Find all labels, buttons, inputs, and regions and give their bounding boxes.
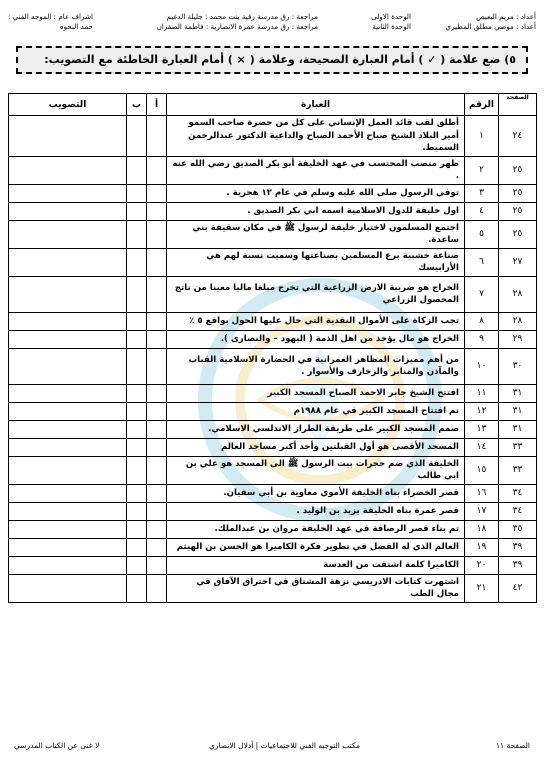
table-row [9, 438, 537, 456]
answer-b-cell[interactable] [127, 248, 147, 276]
answer-a-cell[interactable] [147, 502, 167, 520]
answer-b-cell[interactable] [127, 574, 147, 602]
row-number: ٢١ [465, 574, 499, 602]
row-number: ٩ [465, 330, 499, 348]
answer-a-cell[interactable] [147, 248, 167, 276]
answer-a-cell[interactable] [147, 384, 167, 402]
table-row [9, 520, 537, 538]
row-page: ٢٧ [499, 248, 537, 276]
review-1: مراجعة : رق مدرسة رقية بنت محمد : جليلة الدغيم [166, 12, 318, 21]
answer-a-cell[interactable] [147, 420, 167, 438]
row-statement: اول خليفة للدول الاسلامية اسمه ابي بكر الصديق . [167, 202, 465, 220]
correction-cell[interactable] [9, 556, 127, 574]
answer-b-cell[interactable] [127, 520, 147, 538]
footer-page: الصفحة ١١ [496, 741, 530, 750]
row-number: ٥ [465, 220, 499, 248]
footer-school-book: لا غنى عن الكتاب المدرسي [14, 741, 100, 750]
table-row [9, 156, 537, 184]
correction-cell[interactable] [9, 116, 127, 157]
row-page: ٣٤ [499, 484, 537, 502]
table-row [9, 574, 537, 602]
table-row [9, 220, 537, 248]
answer-b-cell[interactable] [127, 202, 147, 220]
correction-cell[interactable] [9, 438, 127, 456]
correction-cell[interactable] [9, 220, 127, 248]
table-row [9, 330, 537, 348]
answer-a-cell[interactable] [147, 348, 167, 384]
answer-a-cell[interactable] [147, 330, 167, 348]
row-number: ٧ [465, 276, 499, 312]
row-statement: أطلق لقب قائد العمل الإنساني على كل من حضرة صاحب السمو أمير البلاد الشيخ صباح الأحمد الصباح والداعية الدكتور عبدالرحمن السميط. [167, 116, 465, 157]
row-statement: تم افتتاح المسجد الكبير في عام ١٩٨٨م [167, 402, 465, 420]
header-statement: العبارة [167, 94, 465, 116]
row-statement: الخراج هو ضريبة الارض الزراعية التي تخرج مبلغا ماليا معينا من ناتج المحصول الزراعي [167, 276, 465, 312]
correction-cell[interactable] [9, 202, 127, 220]
table-row [9, 184, 537, 202]
answer-a-cell[interactable] [147, 116, 167, 157]
reviewers [157, 12, 318, 32]
answer-b-cell[interactable] [127, 456, 147, 484]
row-statement: العالم الذي له الفضل في تطوير فكرة الكاميرا هو الحسن بن الهيثم [167, 538, 465, 556]
page-header [8, 12, 536, 34]
row-statement: قصر الخضراء بناه الخليفة الأموي معاوية بن أبي سفيان. [167, 484, 465, 502]
correction-cell[interactable] [9, 538, 127, 556]
row-number: ٢ [465, 156, 499, 184]
correction-cell[interactable] [9, 184, 127, 202]
unit-2: الوحدة الثانية [372, 22, 411, 31]
row-page: ٣١ [499, 402, 537, 420]
row-statement: تم بناء قصر الرصافة في عهد الخليفة مروان بن عبدالملك. [167, 520, 465, 538]
table-row [9, 202, 537, 220]
row-page: ٢٥ [499, 184, 537, 202]
row-page: ٣٣ [499, 456, 537, 484]
answer-b-cell[interactable] [127, 156, 147, 184]
table-row [9, 348, 537, 384]
supervisor-name: حمد البحوه [59, 22, 93, 31]
answer-a-cell[interactable] [147, 556, 167, 574]
answer-a-cell[interactable] [147, 312, 167, 330]
correction-cell[interactable] [9, 248, 127, 276]
header-a: أ [147, 94, 167, 116]
row-page: ٢٨ [499, 276, 537, 312]
answer-b-cell[interactable] [127, 220, 147, 248]
table-row [9, 502, 537, 520]
row-statement: الكاميرا كلمة اشتقت من العدسة [167, 556, 465, 574]
answer-b-cell[interactable] [127, 402, 147, 420]
row-page: ٢٥ [499, 202, 537, 220]
header-correction: التصويب [9, 94, 127, 116]
table-row [9, 116, 537, 157]
answer-b-cell[interactable] [127, 276, 147, 312]
correction-cell[interactable] [9, 330, 127, 348]
preparers [445, 12, 536, 32]
row-page: ٣١ [499, 420, 537, 438]
row-page: ٣٤ [499, 502, 537, 520]
row-page: ٣١ [499, 384, 537, 402]
answer-a-cell[interactable] [147, 184, 167, 202]
answer-b-cell[interactable] [127, 116, 147, 157]
answer-b-cell[interactable] [127, 384, 147, 402]
answer-a-cell[interactable] [147, 574, 167, 602]
table-row [9, 420, 537, 438]
row-statement: الخليفة الذي ضم حجرات بيت الرسول ﷺ الى المسجد هو علي بن ابي طالب [167, 456, 465, 484]
row-number: ١ [465, 116, 499, 157]
row-number: ١٤ [465, 438, 499, 456]
row-number: ١٥ [465, 456, 499, 484]
row-statement: صمم المسجد الكبير على طريقة الطراز الاندلسي الاسلامي. [167, 420, 465, 438]
table-row [9, 312, 537, 330]
question-box [16, 46, 528, 74]
review-2: مراجعة : رق مدرسة عمرة الانصارية : فاطمة الصفران [156, 22, 318, 31]
row-page: ٢٩ [499, 330, 537, 348]
answer-b-cell[interactable] [127, 438, 147, 456]
row-statement: ظهر منصب المحتسب في عهد الخليفة أبو بكر الصديق رضي الله عنه . [167, 156, 465, 184]
preparer-1: أعداد : مريم البعيص [476, 12, 536, 21]
unit-1: الوحدة الاولى [371, 12, 411, 21]
row-number: ١٨ [465, 520, 499, 538]
table-row [9, 402, 537, 420]
answer-b-cell[interactable] [127, 538, 147, 556]
row-statement: صناعة خشبية برع المسلمين بصناعتها وسميت نسبة لهم هي الأرابيسك [167, 248, 465, 276]
row-number: ٨ [465, 312, 499, 330]
answer-a-cell[interactable] [147, 520, 167, 538]
row-number: ١٢ [465, 402, 499, 420]
preparer-2: أعداد : موضي مطلق المطيري [445, 22, 536, 31]
row-statement: تجب الزكاة على الأموال النقدية التي حال عليها الحول بواقع ٥ ٪ [167, 312, 465, 330]
footer-office: مكتب التوجيه الفني للاجتماعيات | أدلال الانصاري [209, 741, 360, 750]
row-number: ٤ [465, 202, 499, 220]
table-row [9, 556, 537, 574]
row-statement: توفي الرسول صلى الله عليه وسلم في عام ١٢ هجرية . [167, 184, 465, 202]
correction-cell[interactable] [9, 502, 127, 520]
answer-b-cell[interactable] [127, 502, 147, 520]
row-page: ٣٣ [499, 438, 537, 456]
units [371, 12, 411, 32]
answer-a-cell[interactable] [147, 456, 167, 484]
row-page: ٢٤ [499, 116, 537, 157]
answer-b-cell[interactable] [127, 556, 147, 574]
answer-b-cell[interactable] [127, 330, 147, 348]
row-statement: الخراج هو مال يؤخذ من اهل الذمة ( اليهود – والنصارى ). [167, 330, 465, 348]
table-row [9, 384, 537, 402]
answer-a-cell[interactable] [147, 438, 167, 456]
correction-cell[interactable] [9, 420, 127, 438]
answer-b-cell[interactable] [127, 348, 147, 384]
row-number: ١٣ [465, 420, 499, 438]
correction-cell[interactable] [9, 484, 127, 502]
statements-table [8, 93, 537, 603]
row-number: ٢٠ [465, 556, 499, 574]
answer-a-cell[interactable] [147, 202, 167, 220]
correction-cell[interactable] [9, 574, 127, 602]
correction-cell[interactable] [9, 402, 127, 420]
row-page: ٣٩ [499, 556, 537, 574]
header-number: الرقم [465, 94, 499, 116]
answer-b-cell[interactable] [127, 184, 147, 202]
row-statement: اشتهرت كتابات الادريسي نزهة المشتاق في اختراق الآفاق في مجال الطب [167, 574, 465, 602]
row-number: ١٠ [465, 348, 499, 384]
question-instruction: ٥) ضع علامة ( ✓ ) أمام العبارة الصحيحة، وعلامة ( × ) أمام العبارة الخاطئة مع التصويب: [44, 53, 516, 66]
answer-b-cell[interactable] [127, 312, 147, 330]
answer-a-cell[interactable] [147, 484, 167, 502]
answer-a-cell[interactable] [147, 276, 167, 312]
answer-a-cell[interactable] [147, 538, 167, 556]
correction-cell[interactable] [9, 520, 127, 538]
row-number: ٣ [465, 184, 499, 202]
table-row [9, 484, 537, 502]
row-number: ١١ [465, 384, 499, 402]
row-page: ٢٨ [499, 312, 537, 330]
table-header-row [9, 94, 537, 116]
table-row [9, 456, 537, 484]
row-statement: اجتمع المسلمون لاختيار خليفة لرسول ﷺ في مكان سقيفة بني ساعدة. [167, 220, 465, 248]
table-row [9, 276, 537, 312]
row-statement: من أهم مميزات المظاهر العمرانية في الحضارة الاسلامية القباب والمآذن والمنابر والزخارف والأسوار . [167, 348, 465, 384]
row-number: ١٩ [465, 538, 499, 556]
answer-b-cell[interactable] [127, 484, 147, 502]
row-page: ٤٢ [499, 574, 537, 602]
page-footer [14, 741, 530, 755]
row-statement: قصر عمرة بناه الخليفة يزيد بن الوليد . [167, 502, 465, 520]
row-number: ١٦ [465, 484, 499, 502]
table-row [9, 538, 537, 556]
correction-cell[interactable] [9, 348, 127, 384]
table-row [9, 248, 537, 276]
correction-cell[interactable] [9, 312, 127, 330]
header-b: ب [127, 94, 147, 116]
row-statement: المسجد الأقصى هو أول القبلتين وأحد أكبر مساجد العالم [167, 438, 465, 456]
row-statement: افتتح الشيخ جابر الاحمد الصباح المسجد الكبير [167, 384, 465, 402]
correction-cell[interactable] [9, 276, 127, 312]
answer-a-cell[interactable] [147, 156, 167, 184]
row-page: ٣٩ [499, 538, 537, 556]
supervision [8, 12, 93, 32]
supervisor-label: اشراف عام : الموجه الفني : [8, 12, 93, 21]
row-page: ٣٠ [499, 348, 537, 384]
answer-b-cell[interactable] [127, 420, 147, 438]
correction-cell[interactable] [9, 384, 127, 402]
row-page: ٣٥ [499, 520, 537, 538]
row-number: ٦ [465, 248, 499, 276]
row-page: ٢٥ [499, 220, 537, 248]
row-page: ٢٥ [499, 156, 537, 184]
header-page: الصفحة [499, 94, 537, 116]
answer-a-cell[interactable] [147, 220, 167, 248]
correction-cell[interactable] [9, 456, 127, 484]
answer-a-cell[interactable] [147, 402, 167, 420]
correction-cell[interactable] [9, 156, 127, 184]
row-number: ١٧ [465, 502, 499, 520]
